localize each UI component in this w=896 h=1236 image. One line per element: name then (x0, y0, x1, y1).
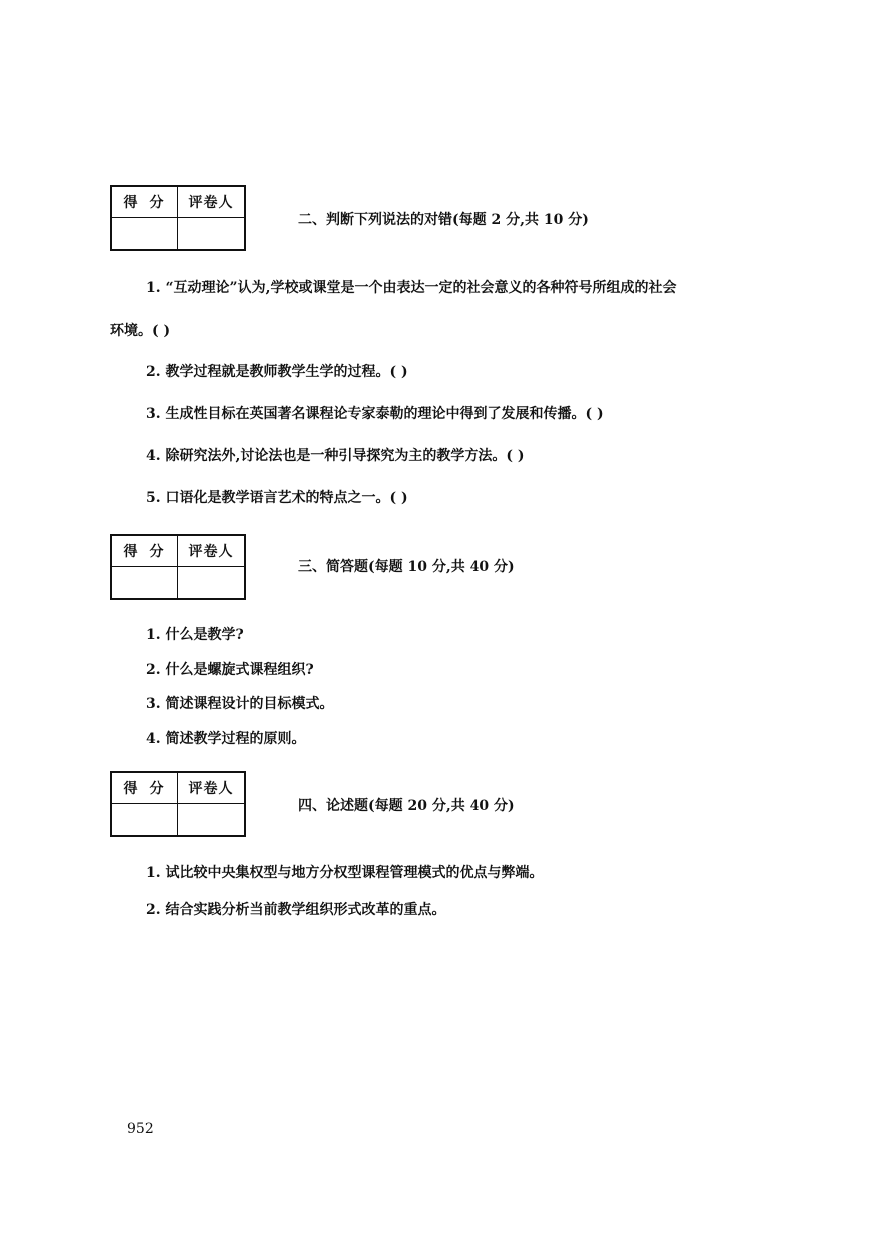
grader-cell (178, 567, 244, 598)
score-label: 得分 (112, 187, 178, 218)
section4-title: 四、论述题(每题 20 分,共 40 分) (298, 798, 515, 814)
question-3-4: 4. 简述教学过程的原则。 (146, 731, 306, 747)
grader-cell (178, 218, 244, 249)
question-2-1-line1: 1. “互动理论”认为,学校或课堂是一个由表达一定的社会意义的各种符号所组成的社会 (146, 280, 677, 296)
question-3-3: 3. 简述课程设计的目标模式。 (146, 696, 334, 712)
grader-label: 评卷人 (178, 536, 244, 567)
score-label: 得分 (112, 536, 178, 567)
page-number: 952 (127, 1121, 154, 1137)
question-4-2: 2. 结合实践分析当前教学组织形式改革的重点。 (146, 902, 446, 918)
grader-cell (178, 804, 244, 835)
question-2-5: 5. 口语化是教学语言艺术的特点之一。( ) (146, 490, 408, 506)
question-2-3: 3. 生成性目标在英国著名课程论专家泰勒的理论中得到了发展和传播。( ) (146, 406, 604, 422)
section2-title: 二、判断下列说法的对错(每题 2 分,共 10 分) (298, 212, 589, 228)
question-2-1-line2: 环境。( ) (110, 323, 171, 339)
question-2-4: 4. 除研究法外,讨论法也是一种引导探究为主的教学方法。( ) (146, 448, 525, 464)
score-cell (112, 218, 178, 249)
score-cell (112, 804, 178, 835)
question-2-2: 2. 教学过程就是教师教学生学的过程。( ) (146, 364, 408, 380)
question-3-1: 1. 什么是教学? (146, 627, 244, 643)
grader-label: 评卷人 (178, 187, 244, 218)
question-3-2: 2. 什么是螺旋式课程组织? (146, 662, 314, 678)
section3-title: 三、简答题(每题 10 分,共 40 分) (298, 559, 515, 575)
score-box-section2 (110, 185, 246, 251)
question-4-1: 1. 试比较中央集权型与地方分权型课程管理模式的优点与弊端。 (146, 865, 544, 881)
grader-label: 评卷人 (178, 773, 244, 804)
score-box-section4 (110, 771, 246, 837)
score-label: 得分 (112, 773, 178, 804)
score-box-section3 (110, 534, 246, 600)
score-cell (112, 567, 178, 598)
